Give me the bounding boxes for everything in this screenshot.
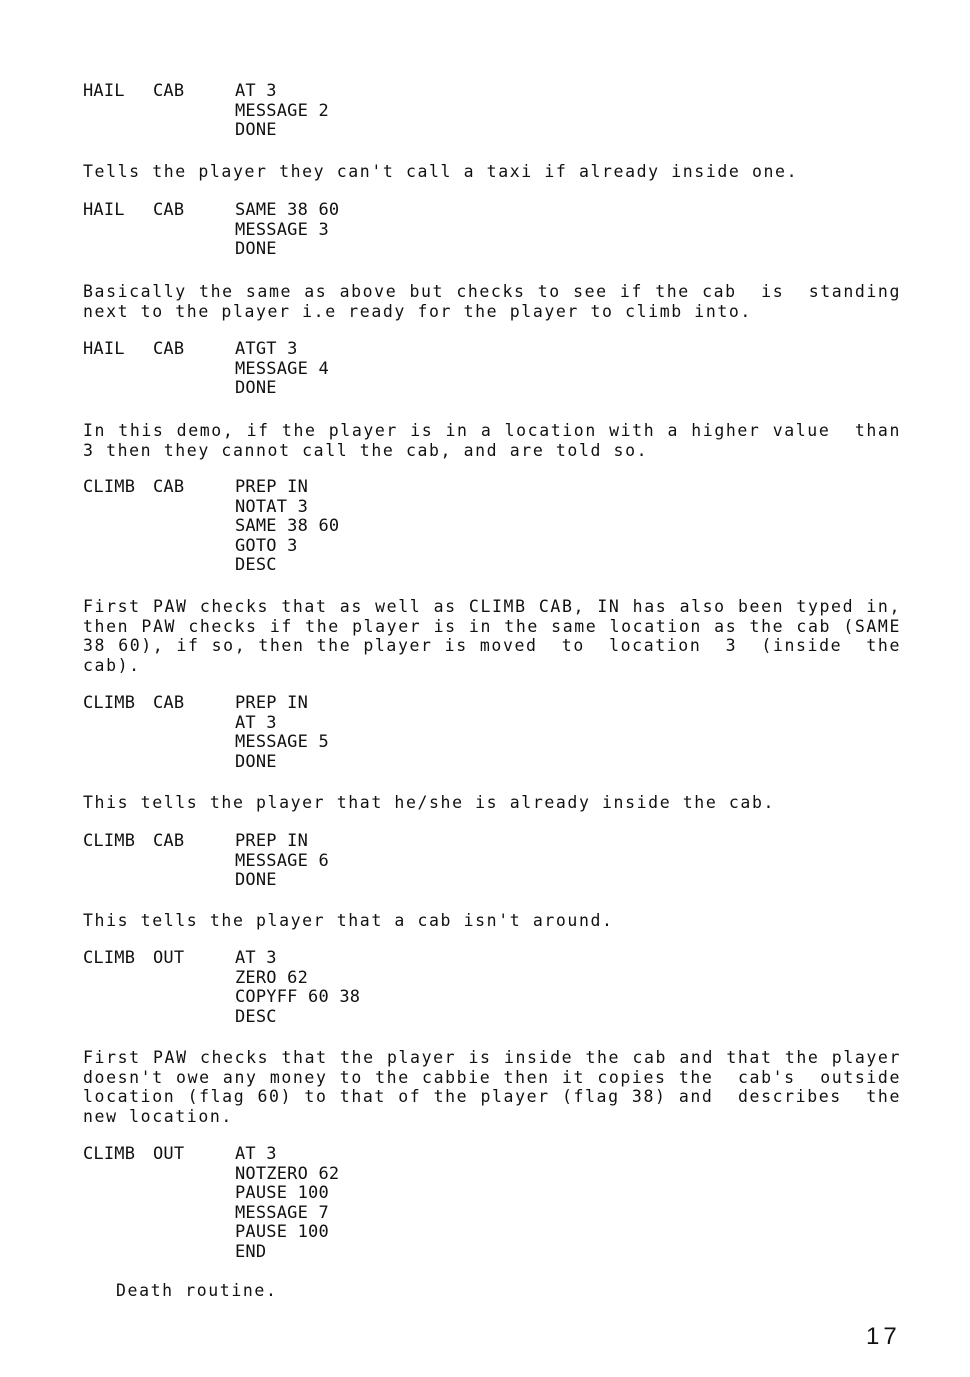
entry-verb: HAIL: [83, 200, 125, 220]
page-number: 17: [866, 1323, 901, 1350]
entry-explanation: First PAW checks that the player is inside the cab and that the player doesn't owe any money to the cabbie then it copies the cab's outside location (flag 60) to that of the player (flag 38) and describes the new location.: [83, 1048, 913, 1126]
entry-condition: ZERO 62: [235, 967, 309, 988]
entry-condition: PAUSE 100: [235, 1183, 329, 1204]
entry-condition: DONE: [235, 239, 277, 260]
entry-explanation: Basically the same as above but checks to see if the cab is standing next to the player i.e ready for the player to climb into.: [83, 282, 913, 321]
entry-condition: DESC: [235, 1006, 277, 1027]
entry-condition: NOTZERO 62: [235, 1163, 340, 1184]
entry-condition: DONE: [235, 751, 277, 772]
code-entry: [83, 478, 683, 576]
entry-condition: PREP IN: [235, 831, 309, 851]
entry-condition: DESC: [235, 555, 277, 576]
entry-condition: DONE: [235, 870, 277, 891]
entry-condition: DONE: [235, 120, 277, 141]
entry-condition: AT 3: [235, 712, 277, 733]
code-entry: [83, 1145, 683, 1263]
entry-noun: CAB: [153, 693, 185, 713]
entry-condition: AT 3: [235, 81, 277, 101]
entry-verb: CLIMB: [83, 477, 136, 497]
code-entry: [83, 82, 683, 141]
entry-noun: CAB: [153, 477, 185, 497]
entry-explanation: This tells the player that a cab isn't around.: [83, 911, 614, 930]
entry-condition: SAME 38 60: [235, 516, 340, 537]
code-entry: [83, 949, 683, 1027]
entry-verb: HAIL: [83, 81, 125, 101]
entry-condition: COPYFF 60 38: [235, 987, 361, 1008]
entry-verb: CLIMB: [83, 1144, 136, 1164]
entry-explanation: Tells the player they can't call a taxi if already inside one.: [83, 162, 799, 181]
entry-condition: MESSAGE 3: [235, 219, 329, 240]
entry-condition: GOTO 3: [235, 535, 298, 556]
entry-condition: ATGT 3: [235, 339, 298, 359]
entry-condition: NOTAT 3: [235, 496, 309, 517]
entry-condition: MESSAGE 2: [235, 100, 329, 121]
entry-explanation: This tells the player that he/she is already inside the cab.: [83, 793, 776, 812]
entry-verb: HAIL: [83, 339, 125, 359]
entry-verb: CLIMB: [83, 693, 136, 713]
entry-condition: PAUSE 100: [235, 1222, 329, 1243]
entry-condition: PREP IN: [235, 693, 309, 713]
entry-condition: AT 3: [235, 948, 277, 968]
entry-noun: CAB: [153, 831, 185, 851]
entry-condition: MESSAGE 6: [235, 850, 329, 871]
code-entry: [83, 694, 683, 772]
entry-noun: CAB: [153, 200, 185, 220]
entry-verb: CLIMB: [83, 948, 136, 968]
entry-condition: DONE: [235, 378, 277, 399]
entry-verb: CLIMB: [83, 831, 136, 851]
entry-condition: MESSAGE 4: [235, 358, 329, 379]
entry-condition: AT 3: [235, 1144, 277, 1164]
entry-noun: OUT: [153, 1144, 185, 1164]
code-entry: [83, 832, 683, 891]
entry-noun: OUT: [153, 948, 185, 968]
entry-explanation: Death routine.: [116, 1281, 278, 1300]
entry-explanation: In this demo, if the player is in a location with a higher value than 3 then they cannot call the cab, and are told so.: [83, 421, 913, 460]
entry-condition: MESSAGE 7: [235, 1202, 329, 1223]
code-entry: [83, 201, 683, 260]
entry-noun: CAB: [153, 339, 185, 359]
entry-explanation: First PAW checks that as well as CLIMB CAB, IN has also been typed in, then PAW checks if the player is in the same location as the cab (SAME 38 60), if so, then the player is moved to location 3 (inside the cab).: [83, 597, 913, 675]
entry-condition: END: [235, 1241, 267, 1262]
entry-noun: CAB: [153, 81, 185, 101]
entry-condition: PREP IN: [235, 477, 309, 497]
code-entry: [83, 340, 683, 399]
entry-condition: SAME 38 60: [235, 200, 340, 220]
entry-condition: MESSAGE 5: [235, 732, 329, 753]
